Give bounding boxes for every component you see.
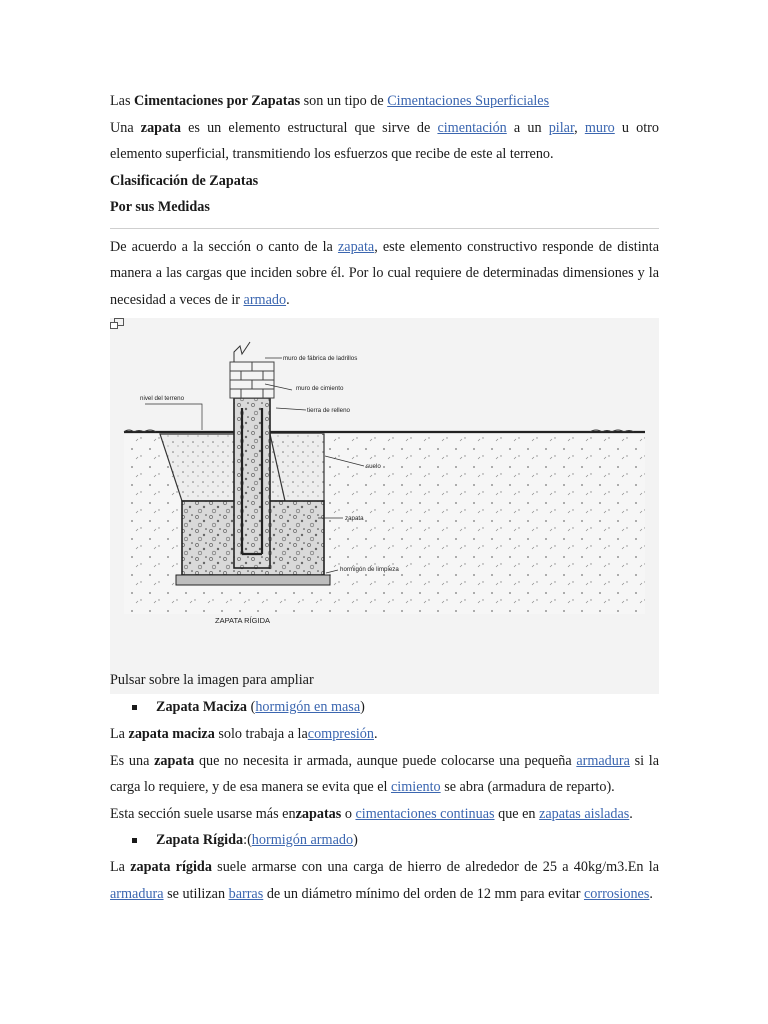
link-corrosiones[interactable]: corrosiones [583,885,650,902]
link-muro[interactable]: muro [584,119,615,136]
medidas-paragraph [110,234,659,314]
link-armado[interactable]: armado [243,291,287,308]
text: suele armarse con una carga de hierro de alrededor de 25 a 40kg/m3.En la [211,859,659,875]
link-pilar[interactable]: pilar [548,119,575,136]
heading-por-sus-medidas: Por sus Medidas [110,199,210,215]
brick-wall [230,362,274,398]
bold-text: Zapata Rígida [156,832,244,848]
text: se utilizan [163,885,229,902]
link-cimiento[interactable]: cimiento [390,779,441,795]
rigida-paragraph [110,854,659,907]
text: . [286,291,290,308]
text: son un tipo de [300,93,388,109]
link-armadura-2[interactable]: armadura [110,885,164,902]
link-cimentaciones-continuas[interactable]: cimentaciones continuas [355,805,495,822]
label-muro-fabrica: muro de fábrica de ladrillos [283,355,358,362]
list-item [110,694,659,721]
bold-text: Cimentaciones por Zapatas [134,93,301,109]
text: u otro elemento superficial, transmitiendo los esfuerzos que recibe de este al terreno. [110,119,659,162]
divider [110,228,659,229]
text: que no necesita ir armada, aunque puede colocarse una pequeña [194,752,577,769]
text: La [110,859,131,875]
document-body [110,88,659,907]
text: De acuerdo a la sección o canto de la [110,238,338,255]
intro-paragraph [110,88,659,115]
link-hormigon-armado[interactable]: hormigón armado [251,832,354,848]
expand-image-icon[interactable] [110,318,124,330]
text: . [373,726,378,742]
maciza-paragraph-3 [110,801,659,828]
label-hormigon-limpieza: hormigón de limpieza [340,566,399,573]
text: es un elemento estructural que sirve de [180,119,438,136]
text: :( [243,832,252,848]
bold-text: Zapata Maciza [156,699,248,715]
text: Las [110,93,135,109]
definition-paragraph [110,115,659,168]
text: . [629,805,633,822]
text: La [110,726,129,742]
stem-wall [234,398,270,568]
bold-text: zapata rígida [130,859,212,875]
label-suelo: suelo [366,463,381,470]
bullet-list-rigida [110,827,659,854]
label-nivel-terreno: nivel del terreno [140,395,185,402]
text: ) [360,699,365,715]
text: Una [110,119,141,136]
text: ( [247,699,256,715]
bullet-icon [132,705,137,710]
link-cimentacion[interactable]: cimentación [437,119,507,136]
figure-caption: Pulsar sobre la imagen para ampliar [110,672,314,688]
bold-text: zapatas [295,805,342,822]
bold-text: zapata maciza [128,726,215,742]
text: a un [506,119,549,136]
text: , [574,119,585,136]
link-compresion[interactable]: compresión [307,726,374,742]
bullet-icon [132,838,137,843]
link-zapata[interactable]: zapata [337,238,375,255]
maciza-paragraph-1 [110,721,659,748]
bold-text: zapata [154,752,195,769]
link-zapatas-aisladas[interactable]: zapatas aisladas [539,805,630,822]
maciza-paragraph-2 [110,748,659,801]
text: si la carga lo requiere, y de esa manera se evita que el [110,752,659,795]
label-muro-cimiento: muro de cimiento [296,385,344,392]
text: Esta sección suele usarse más en [110,805,296,822]
zapata-rigida-diagram[interactable] [110,318,659,658]
heading-clasificacion: Clasificación de Zapatas [110,172,259,189]
text: Es una [110,752,155,769]
text: solo trabaja a la [214,726,308,742]
bullet-list-maciza [110,694,659,721]
text: de un diámetro mínimo del orden de 12 mm para evitar [263,885,584,902]
text: . [649,885,653,902]
link-armadura[interactable]: armadura [576,752,630,769]
lean-concrete [176,575,330,585]
text: se abra (armadura de reparto). [440,779,615,795]
link-hormigon-en-masa[interactable]: hormigón en masa [255,699,361,715]
figure-title: ZAPATA RÍGIDA [215,616,271,625]
text: o [341,805,356,822]
text: ) [353,832,358,848]
link-cimentaciones-superficiales[interactable]: Cimentaciones Superficiales [387,93,550,109]
text: , este elemento constructivo responde de distinta manera a las cargas que inciden sobre él. Por lo cual requiere de determinadas dimensiones y la necesidad a veces de ir [110,238,659,308]
list-item [110,827,659,854]
text: que en [494,805,540,822]
zapata-rigida-figure[interactable] [110,318,659,694]
bold-text: zapata [140,119,181,136]
label-tierra-relleno: tierra de relleno [307,407,350,414]
label-zapata: zapata [345,515,364,522]
link-barras[interactable]: barras [228,885,264,902]
